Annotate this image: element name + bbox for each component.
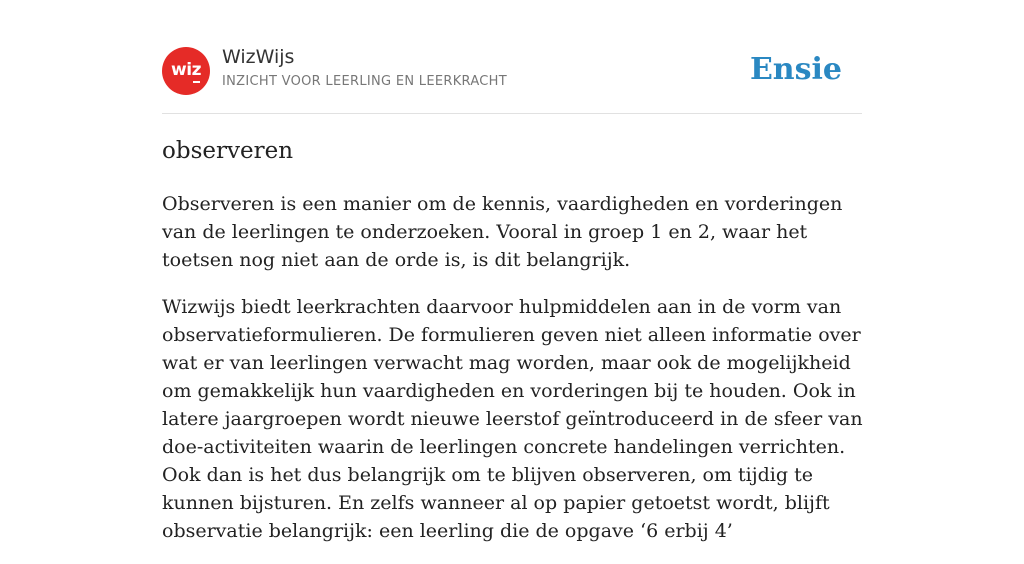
article-paragraph: Wizwijs biedt leerkrachten daarvoor hulpmiddelen aan in de vorm van observatieformulieren. De formulieren geven niet alleen informatie over wat er van leerlingen verwacht mag worden, maar ook de mogelijkheid om gemakkelijk hun vaardigheden en vorderingen bij te houden. Ook in latere jaargroepen wordt nieuwe leerstof geïntroduceerd in de sfeer van doe-activiteiten waarin de leerlingen concrete handelingen verrichten. Ook dan is het dus belangrijk om te blijven observeren, om tijdig te kunnen bijsturen. En zelfs wanneer al op papier getoetst wordt, blijft observatie belangrijk: een leerling die de opgave ‘6 erbij 4’ <box>162 296 863 542</box>
site-name[interactable]: WizWijs <box>222 46 295 68</box>
site-header <box>162 40 862 114</box>
article-title: observeren <box>162 138 294 164</box>
article-body <box>162 190 867 564</box>
logo-underline <box>193 81 200 83</box>
ensie-brand-logo[interactable]: Ensie <box>749 52 842 87</box>
wizwijs-logo[interactable] <box>162 47 210 95</box>
logo-text: wiz <box>171 60 201 80</box>
site-tagline: INZICHT VOOR LEERLING EN LEERKRACHT <box>222 74 507 89</box>
article-paragraph: Observeren is een manier om de kennis, vaardigheden en vorderingen van de leerlingen te onderzoeken. Vooral in groep 1 en 2, waar het toetsen nog niet aan de orde is, is dit belangrijk. <box>162 193 843 271</box>
